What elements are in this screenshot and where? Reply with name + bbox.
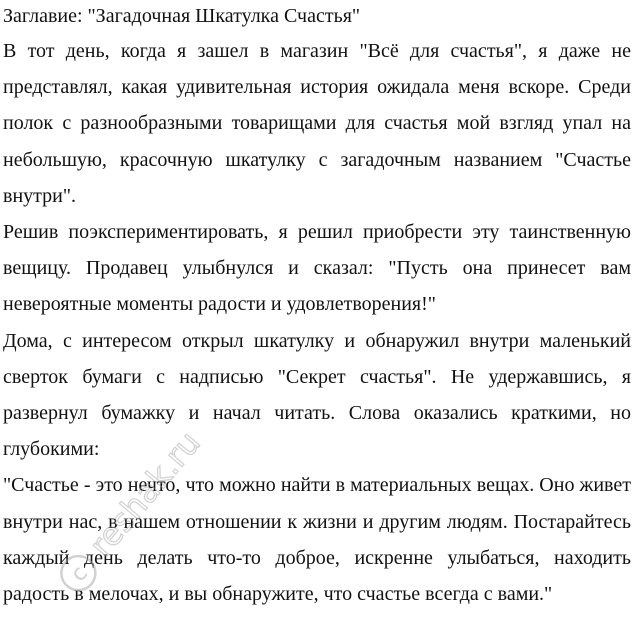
paragraph-2: Решив поэкспериментировать, я решил приобрести эту таинственную вещицу. Продавец улыбнулся и сказал: "Пусть она принесет вам невероятные моменты радости и удовлетворения!" xyxy=(3,221,631,316)
paragraph-4: "Счастье - это нечто, что можно найти в материальных вещах. Оно живет внутри нас, в нашем отношении к жизни и другим людям. Постарайтесь каждый день делать что-то доброе, искренне улыбаться, находить радость в мелочах, и вы обнаружите, что счастье всегда с вами." xyxy=(3,474,631,606)
document-title: Заглавие: "Загадочная Шкатулка Счастья" xyxy=(3,5,361,27)
watermark-text: reshak.ru xyxy=(81,423,208,564)
paragraph-1: В тот день, когда я зашел в магазин "Всё для счастья", я даже не представлял, какая удивительная история ожидала меня вскоре. Среди полок с разнообразными товарищами для счастья мой взгляд упал на небольшую, красочную шкатулку с загадочным названием "Счастье внутри". xyxy=(3,40,631,207)
paragraph-3: Дома, с интересом открыл шкатулку и обнаружил внутри маленький сверток бумаги с надписью "Секрет счастья". Не удержавшись, я развернул бумажку и начал читать. Слова оказались краткими, но глубокими: xyxy=(3,329,631,461)
svg-text:c: c xyxy=(66,561,93,587)
